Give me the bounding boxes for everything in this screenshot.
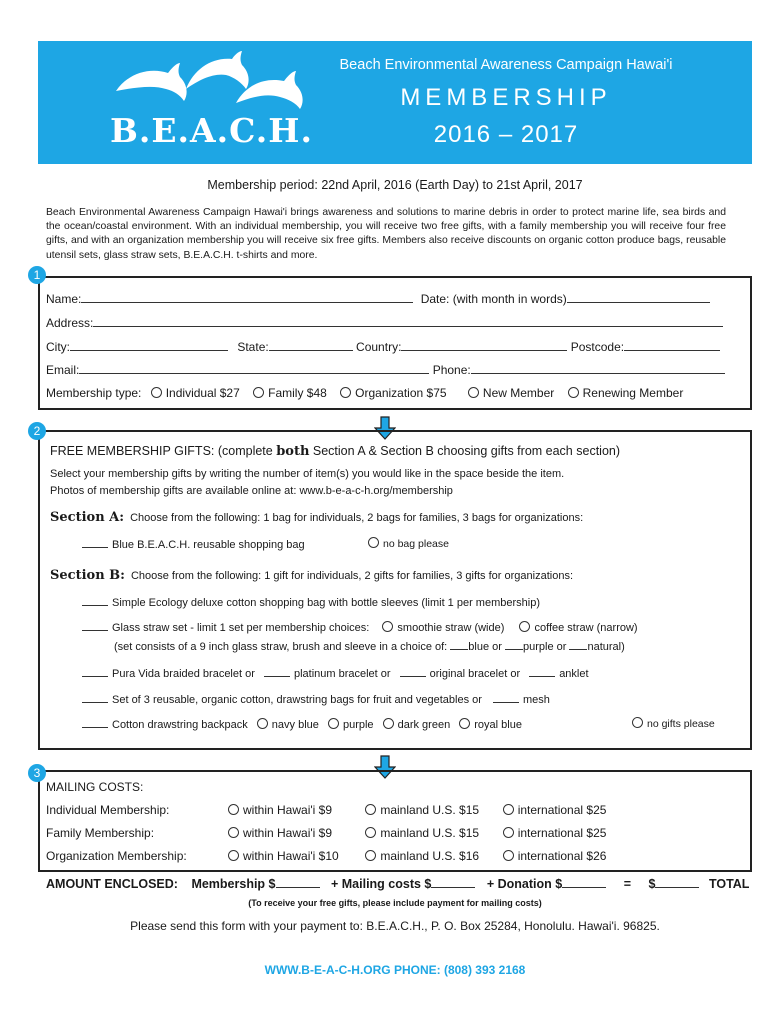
radio-icon[interactable]	[228, 827, 239, 838]
mailing-amount-field[interactable]	[431, 877, 475, 888]
type-family-option[interactable]: Family $48	[253, 386, 327, 400]
individual-international-option[interactable]: international $25	[503, 803, 607, 817]
city-field[interactable]	[70, 340, 228, 351]
purple-sleeve-field[interactable]	[505, 639, 523, 650]
renewing-member-option[interactable]: Renewing Member	[568, 386, 684, 400]
mailing-row-family: Family Membership:	[46, 826, 155, 840]
header-banner	[38, 41, 752, 164]
radio-icon[interactable]	[365, 804, 376, 815]
membership-years: 2016 – 2017	[433, 121, 579, 148]
navy-blue-option[interactable]: navy blue	[257, 719, 319, 731]
date-field[interactable]	[567, 292, 710, 303]
address-row	[46, 316, 723, 330]
postcode-label: Postcode:	[570, 340, 625, 354]
no-gifts-option[interactable]: no gifts please	[632, 717, 715, 730]
address-label: Address:	[46, 316, 94, 330]
phone-label: Phone:	[432, 363, 471, 377]
email-row	[46, 363, 725, 377]
section-3-number: 3	[28, 764, 46, 782]
radio-icon[interactable]	[368, 537, 379, 548]
mailing-options-individual	[228, 803, 606, 817]
radio-icon[interactable]	[340, 387, 351, 398]
membership-amount-field[interactable]	[276, 877, 320, 888]
mailing-costs-heading: MAILING COSTS:	[46, 780, 144, 794]
radio-icon[interactable]	[328, 718, 339, 729]
organization-hawaii-option[interactable]: within Hawai'i $10	[228, 849, 362, 863]
type-individual-option[interactable]: Individual $27	[151, 386, 240, 400]
intro-paragraph: Beach Environmental Awareness Campaign Hawai'i brings awareness and solutions to marine debris in order to protect marine life, sea birds and the ocean/coastal environment. With an individual membership, you will receive two free gifts, with a family membership you will receive four free gifts, and with an organization membership you will receive six free gifts. Members also receive discounts on organic cotton produce bags, reusable utensil sets, glass straw sets, B.E.A.C.H. t-shirts and more.	[46, 207, 726, 261]
amount-enclosed-label: AMOUNT ENCLOSED:	[46, 877, 178, 891]
radio-icon[interactable]	[503, 804, 514, 815]
radio-icon[interactable]	[257, 718, 268, 729]
phone-field[interactable]	[471, 363, 725, 374]
family-international-option[interactable]: international $25	[503, 826, 607, 840]
radio-icon[interactable]	[459, 718, 470, 729]
family-hawaii-option[interactable]: within Hawai'i $9	[228, 826, 362, 840]
anklet-qty-field[interactable]	[529, 666, 555, 677]
produce-bags-qty-field[interactable]	[82, 692, 108, 703]
city-row	[46, 340, 720, 354]
section-1-number: 1	[28, 266, 46, 284]
section-b-label: Section B:	[50, 568, 125, 583]
no-bag-option[interactable]: no bag please	[368, 537, 449, 550]
address-field[interactable]	[93, 316, 723, 327]
mailing-row-organization: Organization Membership:	[46, 849, 187, 863]
natural-sleeve-field[interactable]	[569, 639, 587, 650]
organization-mainland-option[interactable]: mainland U.S. $16	[365, 849, 499, 863]
section-b-item-2-sub: (set consists of a 9 inch glass straw, brush and sleeve in a choice of: blue or purple or natural)	[114, 641, 625, 653]
mailing-options-organization	[228, 849, 606, 863]
brand-name: B.E.A.C.H.	[110, 111, 313, 150]
new-member-option[interactable]: New Member	[468, 386, 554, 400]
section-2-number: 2	[28, 422, 46, 440]
section-a-row: Section A: Choose from the following: 1 bag for individuals, 2 bags for families, 3 bags for organizations:	[50, 510, 584, 525]
radio-icon[interactable]	[568, 387, 579, 398]
radio-icon[interactable]	[228, 850, 239, 861]
mailing-row-individual: Individual Membership:	[46, 803, 170, 817]
gifts-instructions-2: Photos of membership gifts are available online at: www.b-e-a-c-h.org/membership	[50, 485, 453, 497]
organization-name: Beach Environmental Awareness Campaign Hawai'i	[339, 57, 673, 73]
purple-option[interactable]: purple	[328, 719, 374, 731]
section-b-item-1: Simple Ecology deluxe cotton shopping bag with bottle sleeves (limit 1 per membership)	[82, 595, 540, 609]
radio-icon[interactable]	[632, 717, 643, 728]
country-field[interactable]	[401, 340, 567, 351]
name-label: Name:	[46, 292, 82, 306]
shopping-bag-qty-field[interactable]	[82, 595, 108, 606]
section-b-item-2: Glass straw set - limit 1 set per membership choices: smoothie straw (wide) coffee straw (narrow)	[82, 620, 638, 634]
country-label: Country:	[356, 340, 402, 354]
amount-note: (To receive your free gifts, please include payment for mailing costs)	[248, 898, 542, 908]
section-a-item: Blue B.E.A.C.H. reusable shopping bag	[82, 537, 305, 551]
organization-international-option[interactable]: international $26	[503, 849, 607, 863]
dolphins-logo-icon	[108, 51, 318, 113]
postcode-field[interactable]	[624, 340, 720, 351]
city-label: City:	[46, 340, 70, 354]
gifts-heading: FREE MEMBERSHIP GIFTS: (complete both Section A & Section B choosing gifts from each section)	[50, 444, 621, 459]
footer-contact[interactable]: WWW.B-E-A-C-H.ORG PHONE: (808) 393 2168	[264, 963, 526, 977]
radio-icon[interactable]	[383, 718, 394, 729]
membership-period: Membership period: 22nd April, 2016 (Earth Day) to 21st April, 2017	[207, 178, 583, 192]
dark-green-option[interactable]: dark green	[383, 719, 451, 731]
section-b-item-5: Cotton drawstring backpack navy blue purple dark green royal blue	[82, 717, 522, 731]
name-row	[46, 292, 710, 306]
mailing-options-family	[228, 826, 606, 840]
radio-icon[interactable]	[503, 850, 514, 861]
gifts-instructions-1: Select your membership gifts by writing the number of item(s) you would like in the space beside the item.	[50, 468, 565, 480]
individual-hawaii-option[interactable]: within Hawai'i $9	[228, 803, 362, 817]
original-bracelet-qty-field[interactable]	[400, 666, 426, 677]
amount-enclosed-row: AMOUNT ENCLOSED: Membership $ + Mailing costs $ + Donation $ = $ TOTAL	[46, 877, 750, 891]
page-title: MEMBERSHIP	[400, 84, 612, 111]
membership-type-label: Membership type:	[46, 386, 142, 400]
radio-icon[interactable]	[382, 621, 393, 632]
section-b-item-3: Pura Vida braided bracelet or platinum bracelet or original bracelet or anklet	[82, 666, 589, 680]
radio-icon[interactable]	[228, 804, 239, 815]
radio-icon[interactable]	[365, 827, 376, 838]
individual-mainland-option[interactable]: mainland U.S. $15	[365, 803, 499, 817]
blue-sleeve-field[interactable]	[450, 639, 468, 650]
smoothie-straw-option[interactable]: smoothie straw (wide)	[382, 622, 504, 634]
radio-icon[interactable]	[365, 850, 376, 861]
date-label: Date: (with month in words)	[420, 292, 567, 306]
mesh-bags-qty-field[interactable]	[493, 692, 519, 703]
section-a-label: Section A:	[50, 510, 125, 525]
name-field[interactable]	[81, 292, 413, 303]
royal-blue-option[interactable]: royal blue	[459, 719, 522, 731]
mailing-address: Please send this form with your payment to: B.E.A.C.H., P. O. Box 25284, Honolulu. Hawai'i. 96825.	[130, 919, 660, 933]
braided-bracelet-qty-field[interactable]	[82, 666, 108, 677]
radio-icon[interactable]	[503, 827, 514, 838]
state-field[interactable]	[269, 340, 353, 351]
donation-amount-field[interactable]	[562, 877, 606, 888]
glass-straw-qty-field[interactable]	[82, 620, 108, 631]
radio-icon[interactable]	[519, 621, 530, 632]
radio-icon[interactable]	[468, 387, 479, 398]
coffee-straw-option[interactable]: coffee straw (narrow)	[519, 622, 637, 634]
type-organization-option[interactable]: Organization $75	[340, 386, 446, 400]
email-label: Email:	[46, 363, 80, 377]
blue-bag-qty-field[interactable]	[82, 537, 108, 548]
section-b-row: Section B: Choose from the following: 1 gift for individuals, 2 gifts for families, 3 gifts for organizations:	[50, 568, 573, 583]
email-field[interactable]	[79, 363, 429, 374]
platinum-bracelet-qty-field[interactable]	[264, 666, 290, 677]
section-b-item-4: Set of 3 reusable, organic cotton, drawstring bags for fruit and vegetables or mesh	[82, 692, 550, 706]
membership-type-row	[46, 386, 683, 400]
state-label: State:	[237, 340, 269, 354]
radio-icon[interactable]	[151, 387, 162, 398]
family-mainland-option[interactable]: mainland U.S. $15	[365, 826, 499, 840]
radio-icon[interactable]	[253, 387, 264, 398]
backpack-qty-field[interactable]	[82, 717, 108, 728]
total-amount-field[interactable]	[655, 877, 699, 888]
